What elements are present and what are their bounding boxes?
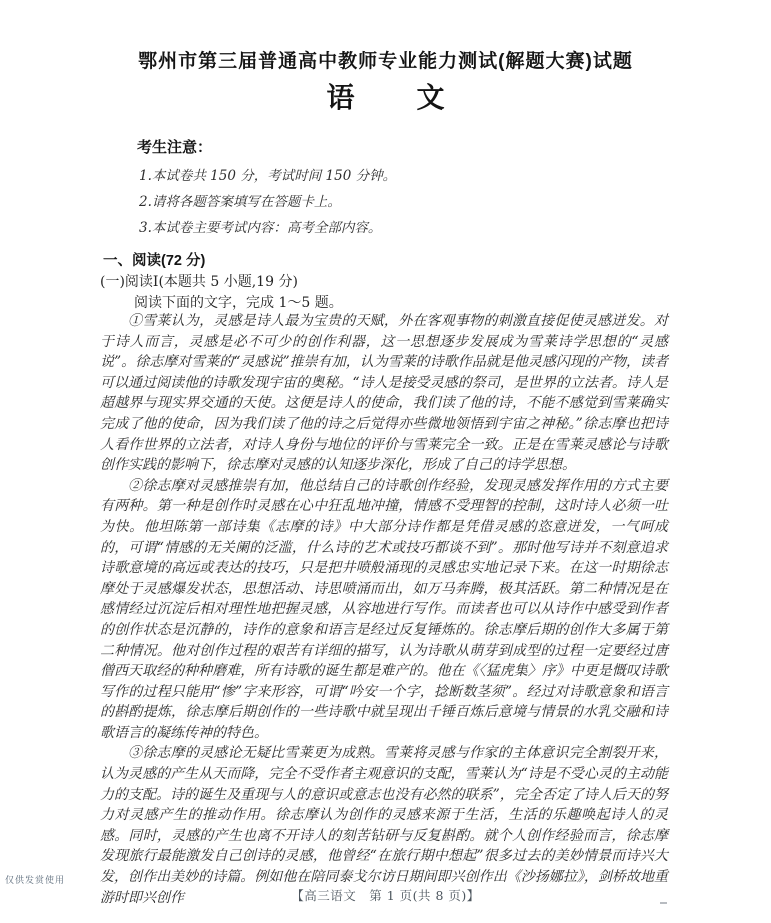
subject-title [0, 76, 771, 116]
page-title: 鄂州市第三届普通高中教师专业能力测试(解题大赛)试题 [138, 51, 633, 72]
page-footer: 【高三语文 第 1 页(共 8 页)】 [291, 888, 480, 903]
passage-paragraph-2: ②徐志摩对灵感推崇有加，他总结自己的诗歌创作经验，发现灵感发挥作用的方式主要有两种。第一种是创作时灵感在心中狂乱地冲撞，情感不受理智的控制，这时诗人必须一吐为快。他坦陈第一部诗集《志摩的诗》中大部分诗作都是凭借灵感的恣意迸发，一气呵成的，可谓“情感的无关阑的泛滥，什么诗的艺术或技巧都谈不到”。那时他写诗并不刻意追求诗歌意境的高远或表达的技巧，只是把井喷般涌现的灵感忠实地记录下来。在这一时期徐志摩处于灵感爆发状态，思想活动、诗思喷涌而出，如万马奔腾，极其活跃。第二种情况是在感情经过沉淀后相对理性地把握灵感，从容地进行写作。而读者也可以从诗作中感受到作者的创作状态是沉静的，诗作的意象和语言是经过反复锤炼的。徐志摩后期的创作大多属于第二种情况。他对创作过程的艰苦有详细的描写，认为诗歌从萌芽到成型的过程一定要经过唐僧西天取经的种种磨难，所有诗歌的诞生都是难产的。他在《〈猛虎集〉序》中更是慨叹诗歌写作的过程只能用“惨”字来形容，可谓“吟安一个字，捻断数茎须”。经过对诗歌意象和语言的斟酌提炼，徐志摩后期创作的一些诗歌中就呈现出千锤百炼后意境与情景的水乳交融和诗歌语言的凝练传神的特色。 [100, 477, 668, 741]
reading-instruction: 阅读下面的文字，完成 1～5 题。 [134, 295, 343, 311]
notice-item-1: 1.本试卷共 150 分，考试时间 150 分钟。 [139, 168, 397, 184]
subject-char-2: 文 [416, 82, 445, 113]
candidate-notice [137, 136, 657, 241]
reading-passage [100, 311, 668, 908]
passage-paragraph-3: ③徐志摩的灵感论无疑比雪莱更为成熟。雪莱将灵感与作家的主体意识完全割裂开来，认为灵感的产生从天而降，完全不受作者主观意识的支配，雪莱认为“诗是不受心灵的主动能力的支配。诗的诞生及重现与人的意识或意志也没有必然的联系”，完全否定了诗人后天的努力对灵感产生的推动作用。徐志摩认为创作的灵感来源于生活，生活的乐趣唤起诗人的灵感。同时，灵感的产生也离不开诗人的刻苦钻研与反复斟酌。就个人创作经验而言，徐志摩发现旅行最能激发自己创诗的灵感，他曾经“在旅行期中想起”很多过去的美妙情景而诗兴大发，创作出美妙的诗篇。例如他在陪同泰戈尔访日期间即兴创作出《沙扬娜拉》，剑桥故地重游时即兴创作 [100, 745, 668, 906]
subject-char-1: 语 [326, 82, 355, 113]
notice-heading: 考生注意： [137, 139, 213, 156]
notice-item-2: 2.请将各题答案填写在答题卡上。 [139, 194, 341, 210]
passage-paragraph-1: ①雪莱认为，灵感是诗人最为宝贵的天赋，外在客观事物的刺激直接促使灵感迸发。对于诗人而言，灵感是必不可少的创作利器，这一思想逐步发展成为雪莱诗学思想的“灵感说”。徐志摩对雪莱的“灵感说”推崇有加，认为雪莱的诗歌作品就是他灵感闪现的产物，读者可以通过阅读他的诗歌发现宇宙的奥秘。“诗人是接受灵感的祭司，是世界的立法者。诗人是超越界与现实界交通的天使。这便是诗人的使命，我们读了他的诗，不能不感觉到雪莱确实完成了他的使命，因为我们读了他的诗之后觉得亦些微地领悟到宇宙之神秘。”徐志摩也把诗人看作世界的立法者，对诗人身份与地位的评价与雪莱完全一致。正是在雪莱灵感论与诗歌创作实践的影响下，徐志摩对灵感的认知逐步深化，形成了自己的诗学思想。 [100, 313, 668, 474]
notice-item-3: 3.本试卷主要考试内容：高考全部内容。 [139, 220, 382, 236]
watermark-text: 仅供发赏使用 [5, 876, 66, 886]
section-heading-reading: 一、阅读(72 分) [103, 253, 206, 269]
scan-artifact-mark [660, 902, 667, 904]
subsection-heading-reading-1: (一)阅读Ⅰ(本题共 5 小题,19 分) [100, 274, 298, 290]
